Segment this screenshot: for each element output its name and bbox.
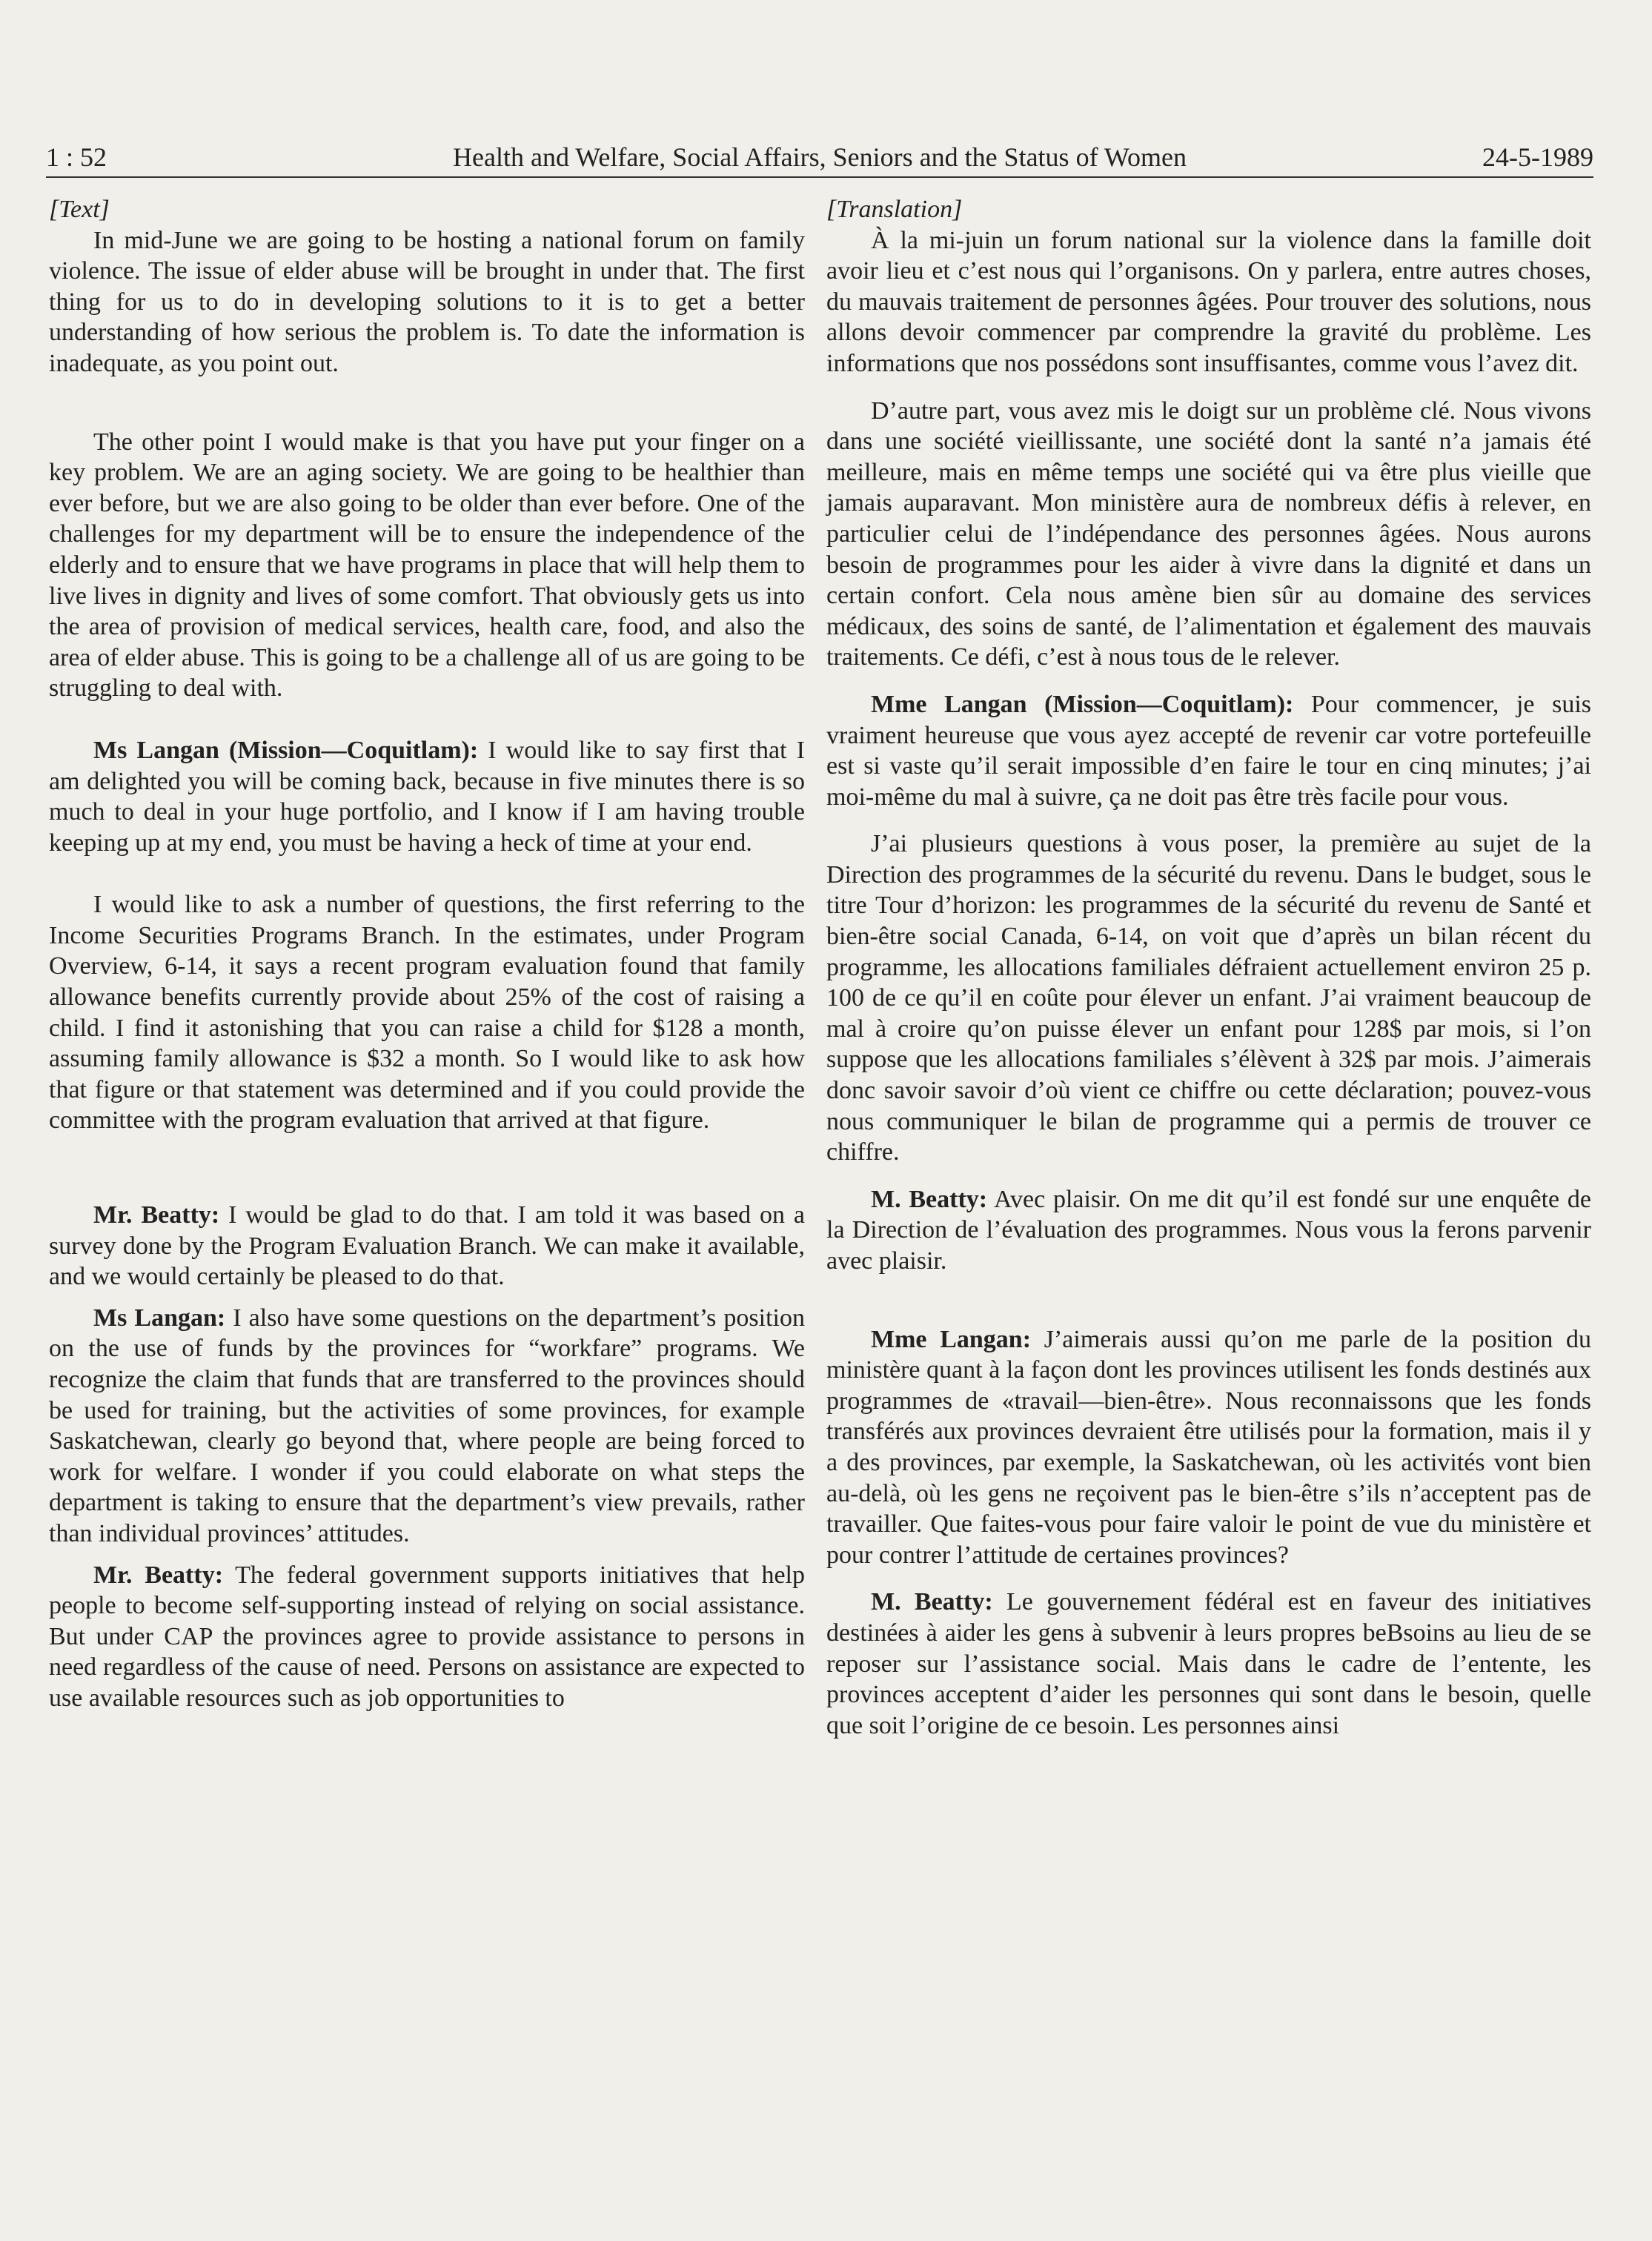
paragraph: Ms Langan: I also have some questions on the department’s position on the use of funds by the provinces for “workfare” programs. We recognize the claim that funds that are transferred to the provinces should be used for training, but the activities of some provinces, for example Saskatchewan, clearly go beyond that, where people are being forced to work for welfare. I wonder if you could elaborate on what steps the department is taking to ensure that the department’s view prevails, rather than individual provinces’ attitudes. bbox=[49, 1304, 806, 1547]
paragraph: I would like to ask a number of questions, the first referring to the Income Securities Programs Branch. In the estimates, under Program Overview, 6-14, it says a recent program evaluation found that family allowance benefits currently provide about 25% of the cost of raising a child. I find it astonishing that you can raise a child for $128 a month, assuming family allowance is $32 a month. So I would like to ask how that figure or that statement was determined and if you could provide the committee with the program evaluation that arrived at that figure. bbox=[49, 891, 805, 1135]
paragraph: Mme Langan (Mission—Coquitlam): Pour commencer, je suis vraiment heureuse que vous ayez accepté de revenir car votre portefeuille est si vaste qu’il serait impossible d’en faire le tour en cinq minutes; j’ai moi-même du mal à suivre, ça ne doit pas être très facile pour vous. bbox=[826, 690, 1591, 811]
paragraph: M. Beatty: Avec plaisir. On me dit qu’il est fondé sur une enquête de la Direction de l’évaluation des programmes. Nous vous la ferons parvenir avec plaisir. bbox=[826, 1185, 1592, 1275]
paragraph: À la mi-juin un forum national sur la violence dans la famille doit avoir lieu et c’est nous qui l’organisons. On y parlera, entre autres choses, du mauvais traitement de personnes âgées. Pour trouver des solutions, nous allons devoir commencer par comprendre la gravité du problème. Les informations que nos possédons sont insuffisantes, comme vous l’avez dit. bbox=[826, 226, 1591, 377]
speaker-name: Mme Langan (Mission—Coquitlam): bbox=[871, 690, 1294, 718]
header-date: 24-5-1989 bbox=[1482, 142, 1593, 172]
translation-marker: [Translation] bbox=[826, 196, 963, 223]
paragraph: Mr. Beatty: I would be glad to do that. I am told it was based on a survey done by the Program Evaluation Branch. We can make it available, and we would certainly be pleased to do that. bbox=[49, 1201, 806, 1291]
paragraph: In mid-June we are going to be hosting a national forum on family violence. The issue of elder abuse will be brought in under that. The first thing for us to do in developing solutions to it is to get a better understanding of how serious the problem is. To date the information is inadequate, as you point out. bbox=[49, 226, 805, 377]
paragraph: Mme Langan: J’aimerais aussi qu’on me parle de la position du ministère quant à la façon dont les provinces utilisent les fonds destinés aux programmes de «travail—bien-être». Nous reconnaissons que les fonds transférés aux provinces devraient être utilisés pour la formation, mais il y a des provinces, par exemple, la Saskatchewan, où les activités vont bien au-delà, où les gens ne reçoivent pas le bien-être s’ils n’acceptent pas de travailler. Que faites-vous pour faire valoir le point de vue du ministère et pour contrer l’attitude de certaines provinces? bbox=[826, 1325, 1592, 1569]
text-marker: [Text] bbox=[49, 196, 110, 223]
speaker-name: Mme Langan: bbox=[871, 1325, 1032, 1353]
french-column bbox=[826, 194, 1591, 1741]
speaker-name: Mr. Beatty: bbox=[93, 1201, 220, 1229]
paragraph: M. Beatty: Le gouvernement fédéral est en faveur des initiatives destinées à aider les gens à subvenir à leurs propres beBsoins au lieu de se reposer sur l’assistance social. Mais dans le cadre de l’entente, les provinces acceptent d’aider les personnes qui sont dans le besoin, quelle que soit l’origine de ce besoin. Les personnes ainsi bbox=[826, 1588, 1592, 1739]
header-rule bbox=[46, 176, 1593, 178]
paragraph: D’autre part, vous avez mis le doigt sur un problème clé. Nous vivons dans une société vieillissante, une société dont la santé n’a jamais été meilleure, mais en même temps une société qui va être plus vieille que jamais auparavant. Mon ministère aura de nombreux défis à relever, en particulier celui de l’indépendance des personnes âgées. Nous aurons besoin de programmes pour les aider à vivre dans la dignité et dans un certain confort. Cela nous amène bien sûr au domaine des services médicaux, des soins de santé, de l’alimentation et également des mauvais traitements. Ce défi, c’est à nous tous de le relever. bbox=[826, 396, 1591, 671]
paragraph: Ms Langan (Mission—Coquitlam): I would like to say first that I am delighted you will be coming back, because in five minutes there is so much to deal in your huge portfolio, and I know if I am having trouble keeping up at my end, you must be having a heck of time at your end. bbox=[49, 736, 805, 857]
speaker-name: Mr. Beatty: bbox=[93, 1561, 224, 1589]
page-header bbox=[46, 141, 1593, 173]
speaker-name: Ms Langan: bbox=[93, 1304, 226, 1332]
speaker-name: M. Beatty: bbox=[871, 1185, 988, 1213]
english-column bbox=[49, 194, 805, 1714]
paragraph: J’ai plusieurs questions à vous poser, la première au sujet de la Direction des programmes de la sécurité du revenu. Dans le budget, sous le titre Tour d’horizon: les programmes de la sécurité du revenu de Santé et bien-être social Canada, 6-14, on voit que d’après un bilan récent du programme, les allocations familiales défraient actuellement environ 25 p. 100 de ce qu’il en coûte pour élever un enfant. J’ai vraiment beaucoup de mal à croire qu’on puisse élever un enfant pour 128$ par mois, si l’on suppose que les allocations familiales s’élèvent à 32$ par mois. J’aimerais donc savoir savoir d’où vient ce chiffre ou cette déclaration; pouvez-vous nous communiquer le bilan de programme qui a permis de trouver ce chiffre. bbox=[826, 830, 1591, 1166]
paragraph: The other point I would make is that you have put your finger on a key problem. We are an aging society. We are going to be healthier than ever before, but we are also going to be older than ever before. One of the challenges for my department will be to ensure the independence of the elderly and to ensure that we have programs in place that will help them to live lives in dignity and lives of some comfort. That obviously gets us into the area of provision of medical services, health care, food, and also the area of elder abuse. This is going to be a challenge all of us are going to be struggling to deal with. bbox=[49, 428, 805, 703]
page-number: 1 : 52 bbox=[46, 142, 107, 172]
header-title: Health and Welfare, Social Affairs, Seniors and the Status of Women bbox=[453, 142, 1187, 172]
speaker-name: Ms Langan (Mission—Coquitlam): bbox=[93, 736, 479, 764]
paragraph: Mr. Beatty: The federal government supports initiatives that help people to become self-supporting instead of relying on social assistance. But under CAP the provinces agree to provide assistance to persons in need regardless of the cause of need. Persons on assistance are expected to use available resources such as job opportunities to bbox=[49, 1561, 805, 1712]
speaker-name: M. Beatty: bbox=[871, 1588, 993, 1616]
